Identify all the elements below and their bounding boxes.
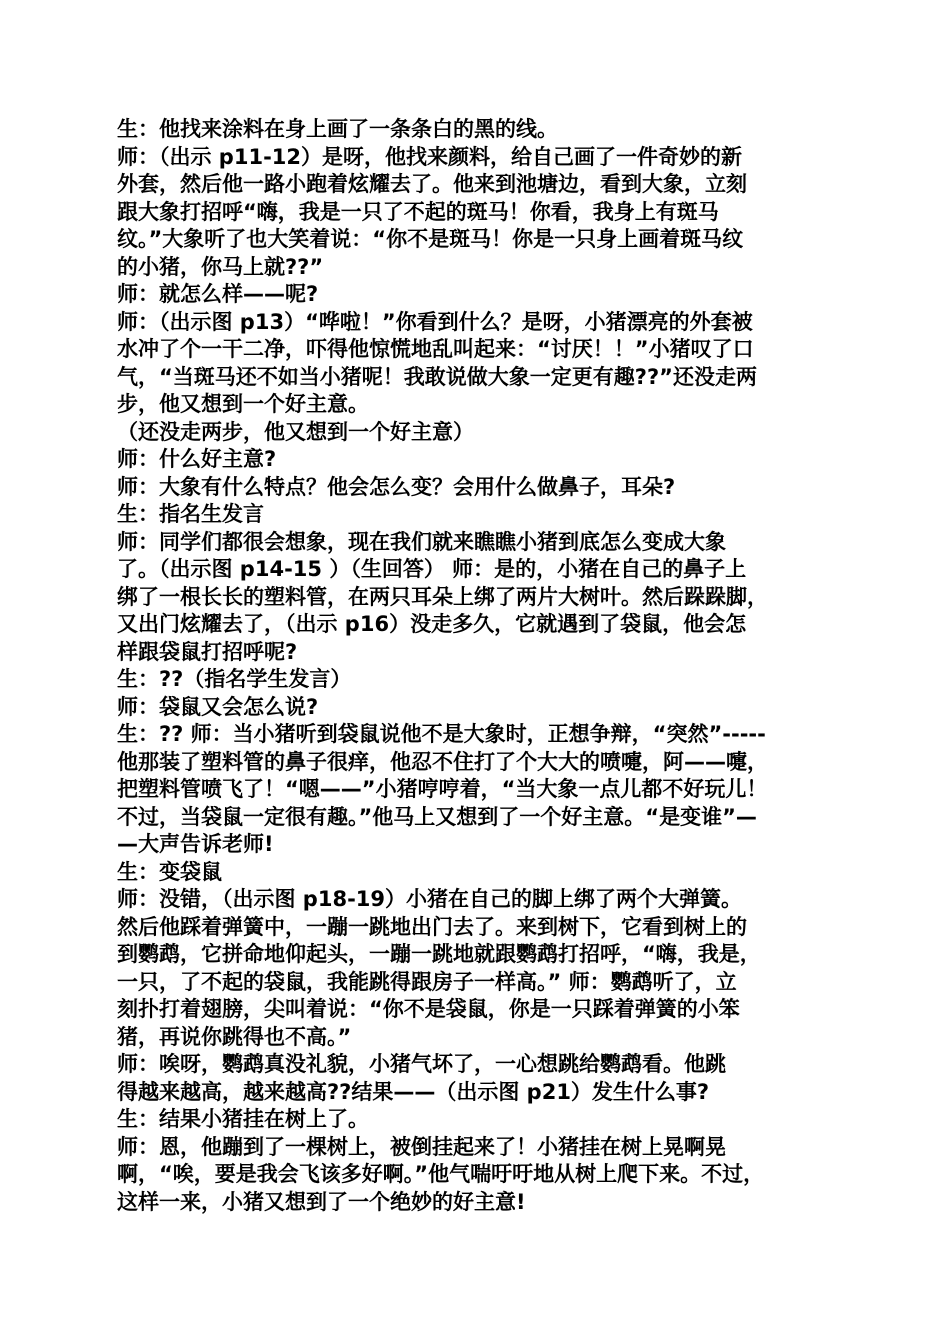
- text-line: 的小猪，你马上就??”: [117, 254, 324, 279]
- text-line: 把塑料管喷飞了！“嗯——”小猪哼哼着，“当大象一点儿都不好玩儿！: [117, 777, 768, 801]
- text-line: 纹。”大象听了也大笑着说：“你不是斑马！你是一只身上画着斑马纹: [117, 227, 744, 251]
- text-line: 外套，然后他一路小跑着炫耀去了。他来到池塘边，看到大象，立刻: [117, 172, 747, 196]
- text-line: （还没走两步，他又想到一个好主意）: [117, 419, 474, 444]
- text-line: 师：唉呀，鹦鹉真没礼貌，小猪气坏了，一心想跳给鹦鹉看。他跳: [117, 1052, 726, 1076]
- text-line: 生：??（指名学生发言）: [117, 667, 352, 691]
- text-line: 刻扑打着翅膀，尖叫着说：“你不是袋鼠，你是一只踩着弹簧的小笨: [117, 997, 740, 1021]
- text-line: 猪，再说你跳得也不高。”: [117, 1024, 352, 1049]
- text-line: 师：就怎么样——呢?: [117, 282, 319, 306]
- text-line: 气，“当斑马还不如当小猪呢！我敢说做大象一定更有趣??”还没走两: [117, 364, 757, 389]
- text-line: 他那装了塑料管的鼻子很痒，他忍不住打了个大大的喷嚏，阿——嚏，: [117, 749, 768, 774]
- text-line: 到鹦鹉，它拼命地仰起头，一蹦一跳地就跟鹦鹉打招呼，“嗨，我是，: [117, 942, 761, 966]
- text-line: 水冲了个一干二净，吓得他惊慌地乱叫起来：“讨厌！！”小猪叹了口: [117, 337, 754, 361]
- text-line: 生：指名生发言: [117, 502, 264, 526]
- text-line: 不过，当袋鼠一定很有趣。”他马上又想到了一个好主意。“是变谁”—: [117, 804, 757, 829]
- text-line: 了。（出示图 p14-15 ）（生回答） 师：是的，小猪在自己的鼻子上: [117, 557, 747, 581]
- text-line: 样跟袋鼠打招呼呢?: [117, 639, 298, 664]
- text-line: 师：（出示图 p13）“哗啦！”你看到什么？是呀，小猪漂亮的外套被: [117, 309, 753, 334]
- text-line: 师：没错，（出示图 p18-19）小猪在自己的脚上绑了两个大弹簧。: [117, 887, 743, 911]
- text-line: 生：变袋鼠: [117, 859, 222, 884]
- text-line: 然后他踩着弹簧中，一蹦一跳地出门去了。来到树下，它看到树上的: [117, 914, 747, 939]
- text-line: 师：（出示 p11-12）是呀，他找来颜料，给自己画了一件奇妙的新: [117, 144, 743, 169]
- text-line: 这样一来，小猪又想到了一个绝妙的好主意!: [117, 1189, 526, 1214]
- text-line: 步，他又想到一个好主意。: [117, 392, 369, 416]
- text-line: 生：他找来涂料在身上画了一条条白的黑的线。: [117, 117, 558, 141]
- text-line: 师：袋鼠又会怎么说?: [117, 694, 319, 719]
- text-line: 绑了一根长长的塑料管，在两只耳朵上绑了两片大树叶。然后跺跺脚，: [117, 584, 768, 609]
- text-line: 师：大象有什么特点？他会怎么变？会用什么做鼻子，耳朵?: [117, 474, 676, 499]
- text-line: 一只，了不起的袋鼠，我能跳得跟房子一样高。” 师：鹦鹉听了，立: [117, 969, 737, 994]
- text-line: 生：?? 师：当小猪听到袋鼠说他不是大象时，正想争辩，“突然”-----: [117, 722, 766, 746]
- text-line: 师：什么好主意?: [117, 447, 277, 471]
- text-line: 生：结果小猪挂在树上了。: [117, 1107, 369, 1131]
- document-body: [117, 116, 849, 1216]
- text-line: 又出门炫耀去了，（出示 p16）没走多久，它就遇到了袋鼠，他会怎: [117, 612, 747, 636]
- text-line: 跟大象打招呼“嗨，我是一只了不起的斑马！你看，我身上有斑马: [117, 199, 719, 224]
- text-line: 啊，“唉，要是我会飞该多好啊。”他气喘吁吁地从树上爬下来。不过，: [117, 1162, 765, 1186]
- text-line: 师：同学们都很会想象，现在我们就来瞧瞧小猪到底怎么变成大象: [117, 529, 726, 554]
- text-line: 师：恩，他蹦到了一棵树上，被倒挂起来了！小猪挂在树上晃啊晃: [117, 1134, 726, 1159]
- text-line: 得越来越高，越来越高??结果——（出示图 p21）发生什么事?: [117, 1079, 710, 1104]
- text-line: —大声告诉老师!: [117, 832, 274, 856]
